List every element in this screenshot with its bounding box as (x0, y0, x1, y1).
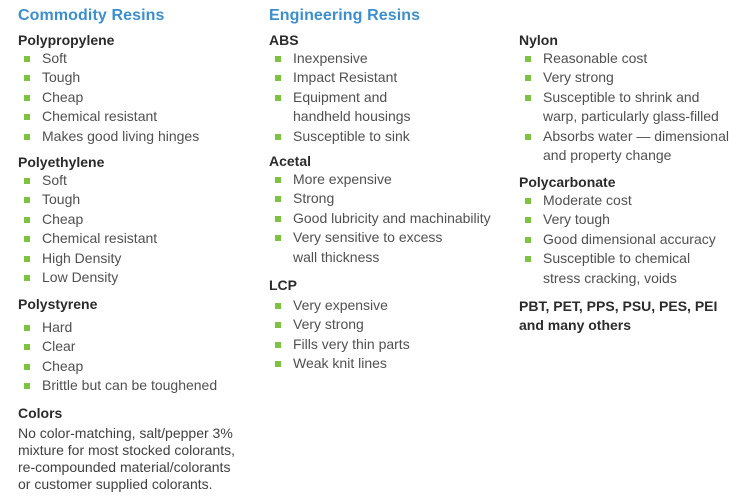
bullet-icon (24, 256, 30, 262)
polypropylene-section (18, 31, 199, 146)
bullet-icon (24, 275, 30, 281)
list-item-continuation: wall thickness (293, 248, 380, 265)
bullet-icon (24, 364, 30, 370)
lcp-section (269, 276, 410, 374)
list-item: Chemical resistant (18, 107, 199, 126)
abs-section (269, 31, 411, 146)
other-resins-line: and many others (519, 317, 632, 333)
acetal-section (269, 152, 491, 267)
list-item-continuation: and property change (543, 147, 672, 164)
bullet-icon (275, 134, 281, 140)
bullet-icon (24, 114, 30, 120)
bullet-icon (275, 177, 281, 183)
bullet-icon (275, 216, 281, 222)
list-item: Very strong (269, 315, 410, 334)
list-item: Cheap (18, 88, 199, 107)
polyethylene-section (18, 153, 157, 287)
bullet-icon (275, 95, 281, 101)
bullet-icon (275, 235, 281, 241)
list-item: Absorbs water — dimensional (519, 127, 729, 146)
list-item: Very strong (519, 68, 729, 87)
list-item: Tough (18, 190, 157, 209)
bullet-icon (24, 344, 30, 350)
bullet-icon (525, 198, 531, 204)
list-item: Susceptible to shrink and (519, 88, 729, 107)
polypropylene-list (18, 49, 199, 146)
list-item: Inexpensive (269, 49, 411, 68)
polycarbonate-section (519, 173, 716, 288)
other-resins-section (519, 297, 717, 335)
engineering-resins-heading: Engineering Resins (269, 7, 421, 24)
bullet-icon (24, 75, 30, 81)
list-item: Good lubricity and machinability (269, 209, 491, 228)
list-item: Impact Resistant (269, 68, 411, 87)
lcp-list (269, 296, 410, 374)
list-item: Good dimensional accuracy (519, 230, 716, 249)
list-item: Soft (18, 49, 199, 68)
colors-line: No color-matching, salt/pepper 3% (18, 425, 233, 441)
bullet-icon (525, 237, 531, 243)
bullet-icon (275, 75, 281, 81)
acetal-list (269, 170, 491, 267)
list-item: Very expensive (269, 296, 410, 315)
section-title: Polystyrene (18, 296, 98, 312)
section-title: Polypropylene (18, 32, 115, 48)
bullet-icon (24, 56, 30, 62)
bullet-icon (525, 56, 531, 62)
list-item-continuation: warp, particularly glass-filled (543, 108, 719, 125)
list-item: Makes good living hinges (18, 127, 199, 146)
list-item-continuation: handheld housings (293, 108, 411, 125)
list-item: Equipment and (269, 88, 411, 107)
list-item: Low Density (18, 268, 157, 287)
list-item: Susceptible to sink (269, 127, 411, 146)
bullet-icon (525, 134, 531, 140)
colors-section (18, 404, 235, 493)
polystyrene-list (18, 318, 217, 396)
section-title: ABS (269, 32, 299, 48)
list-item: Very sensitive to excess (269, 228, 491, 247)
bullet-icon (275, 303, 281, 309)
bullet-icon (24, 197, 30, 203)
bullet-icon (24, 383, 30, 389)
list-item: Cheap (18, 357, 217, 376)
bullet-icon (525, 75, 531, 81)
bullet-icon (525, 256, 531, 262)
bullet-icon (525, 95, 531, 101)
other-resins-line: PBT, PET, PPS, PSU, PES, PEI (519, 298, 718, 314)
list-item: Tough (18, 68, 199, 87)
nylon-section (519, 31, 729, 165)
bullet-icon (275, 56, 281, 62)
bullet-icon (24, 178, 30, 184)
bullet-icon (275, 196, 281, 202)
polystyrene-section (18, 295, 217, 396)
colors-line: mixture for most stocked colorants, (18, 442, 236, 458)
list-item: Brittle but can be toughened (18, 376, 217, 395)
list-item: Strong (269, 189, 491, 208)
polycarbonate-list (519, 191, 716, 288)
section-title: Colors (18, 405, 63, 421)
bullet-icon (275, 322, 281, 328)
section-title: Acetal (269, 153, 312, 169)
list-item: Soft (18, 171, 157, 190)
section-title: LCP (269, 277, 297, 293)
list-item: Chemical resistant (18, 229, 157, 248)
commodity-resins-heading: Commodity Resins (18, 7, 165, 24)
list-item: More expensive (269, 170, 491, 189)
section-title: Polycarbonate (519, 174, 616, 190)
list-item: Moderate cost (519, 191, 716, 210)
list-item: Weak knit lines (269, 354, 410, 373)
list-item: Fills very thin parts (269, 335, 410, 354)
list-item-continuation: stress cracking, voids (543, 269, 677, 286)
list-item: Hard (18, 318, 217, 337)
bullet-icon (24, 217, 30, 223)
abs-list (269, 49, 411, 146)
bullet-icon (525, 217, 531, 223)
section-title: Nylon (519, 32, 558, 48)
list-item: Very tough (519, 210, 716, 229)
colors-line: or customer supplied colorants. (18, 476, 213, 492)
list-item: Cheap (18, 210, 157, 229)
bullet-icon (275, 361, 281, 367)
list-item: Reasonable cost (519, 49, 729, 68)
polyethylene-list (18, 171, 157, 287)
colors-line: re-compounded material/colorants (18, 459, 231, 475)
bullet-icon (24, 325, 30, 331)
bullet-icon (24, 236, 30, 242)
list-item: Susceptible to chemical (519, 249, 716, 268)
bullet-icon (24, 134, 30, 140)
bullet-icon (275, 342, 281, 348)
bullet-icon (24, 95, 30, 101)
nylon-list (519, 49, 729, 165)
section-title: Polyethylene (18, 154, 105, 170)
list-item: High Density (18, 249, 157, 268)
list-item: Clear (18, 337, 217, 356)
